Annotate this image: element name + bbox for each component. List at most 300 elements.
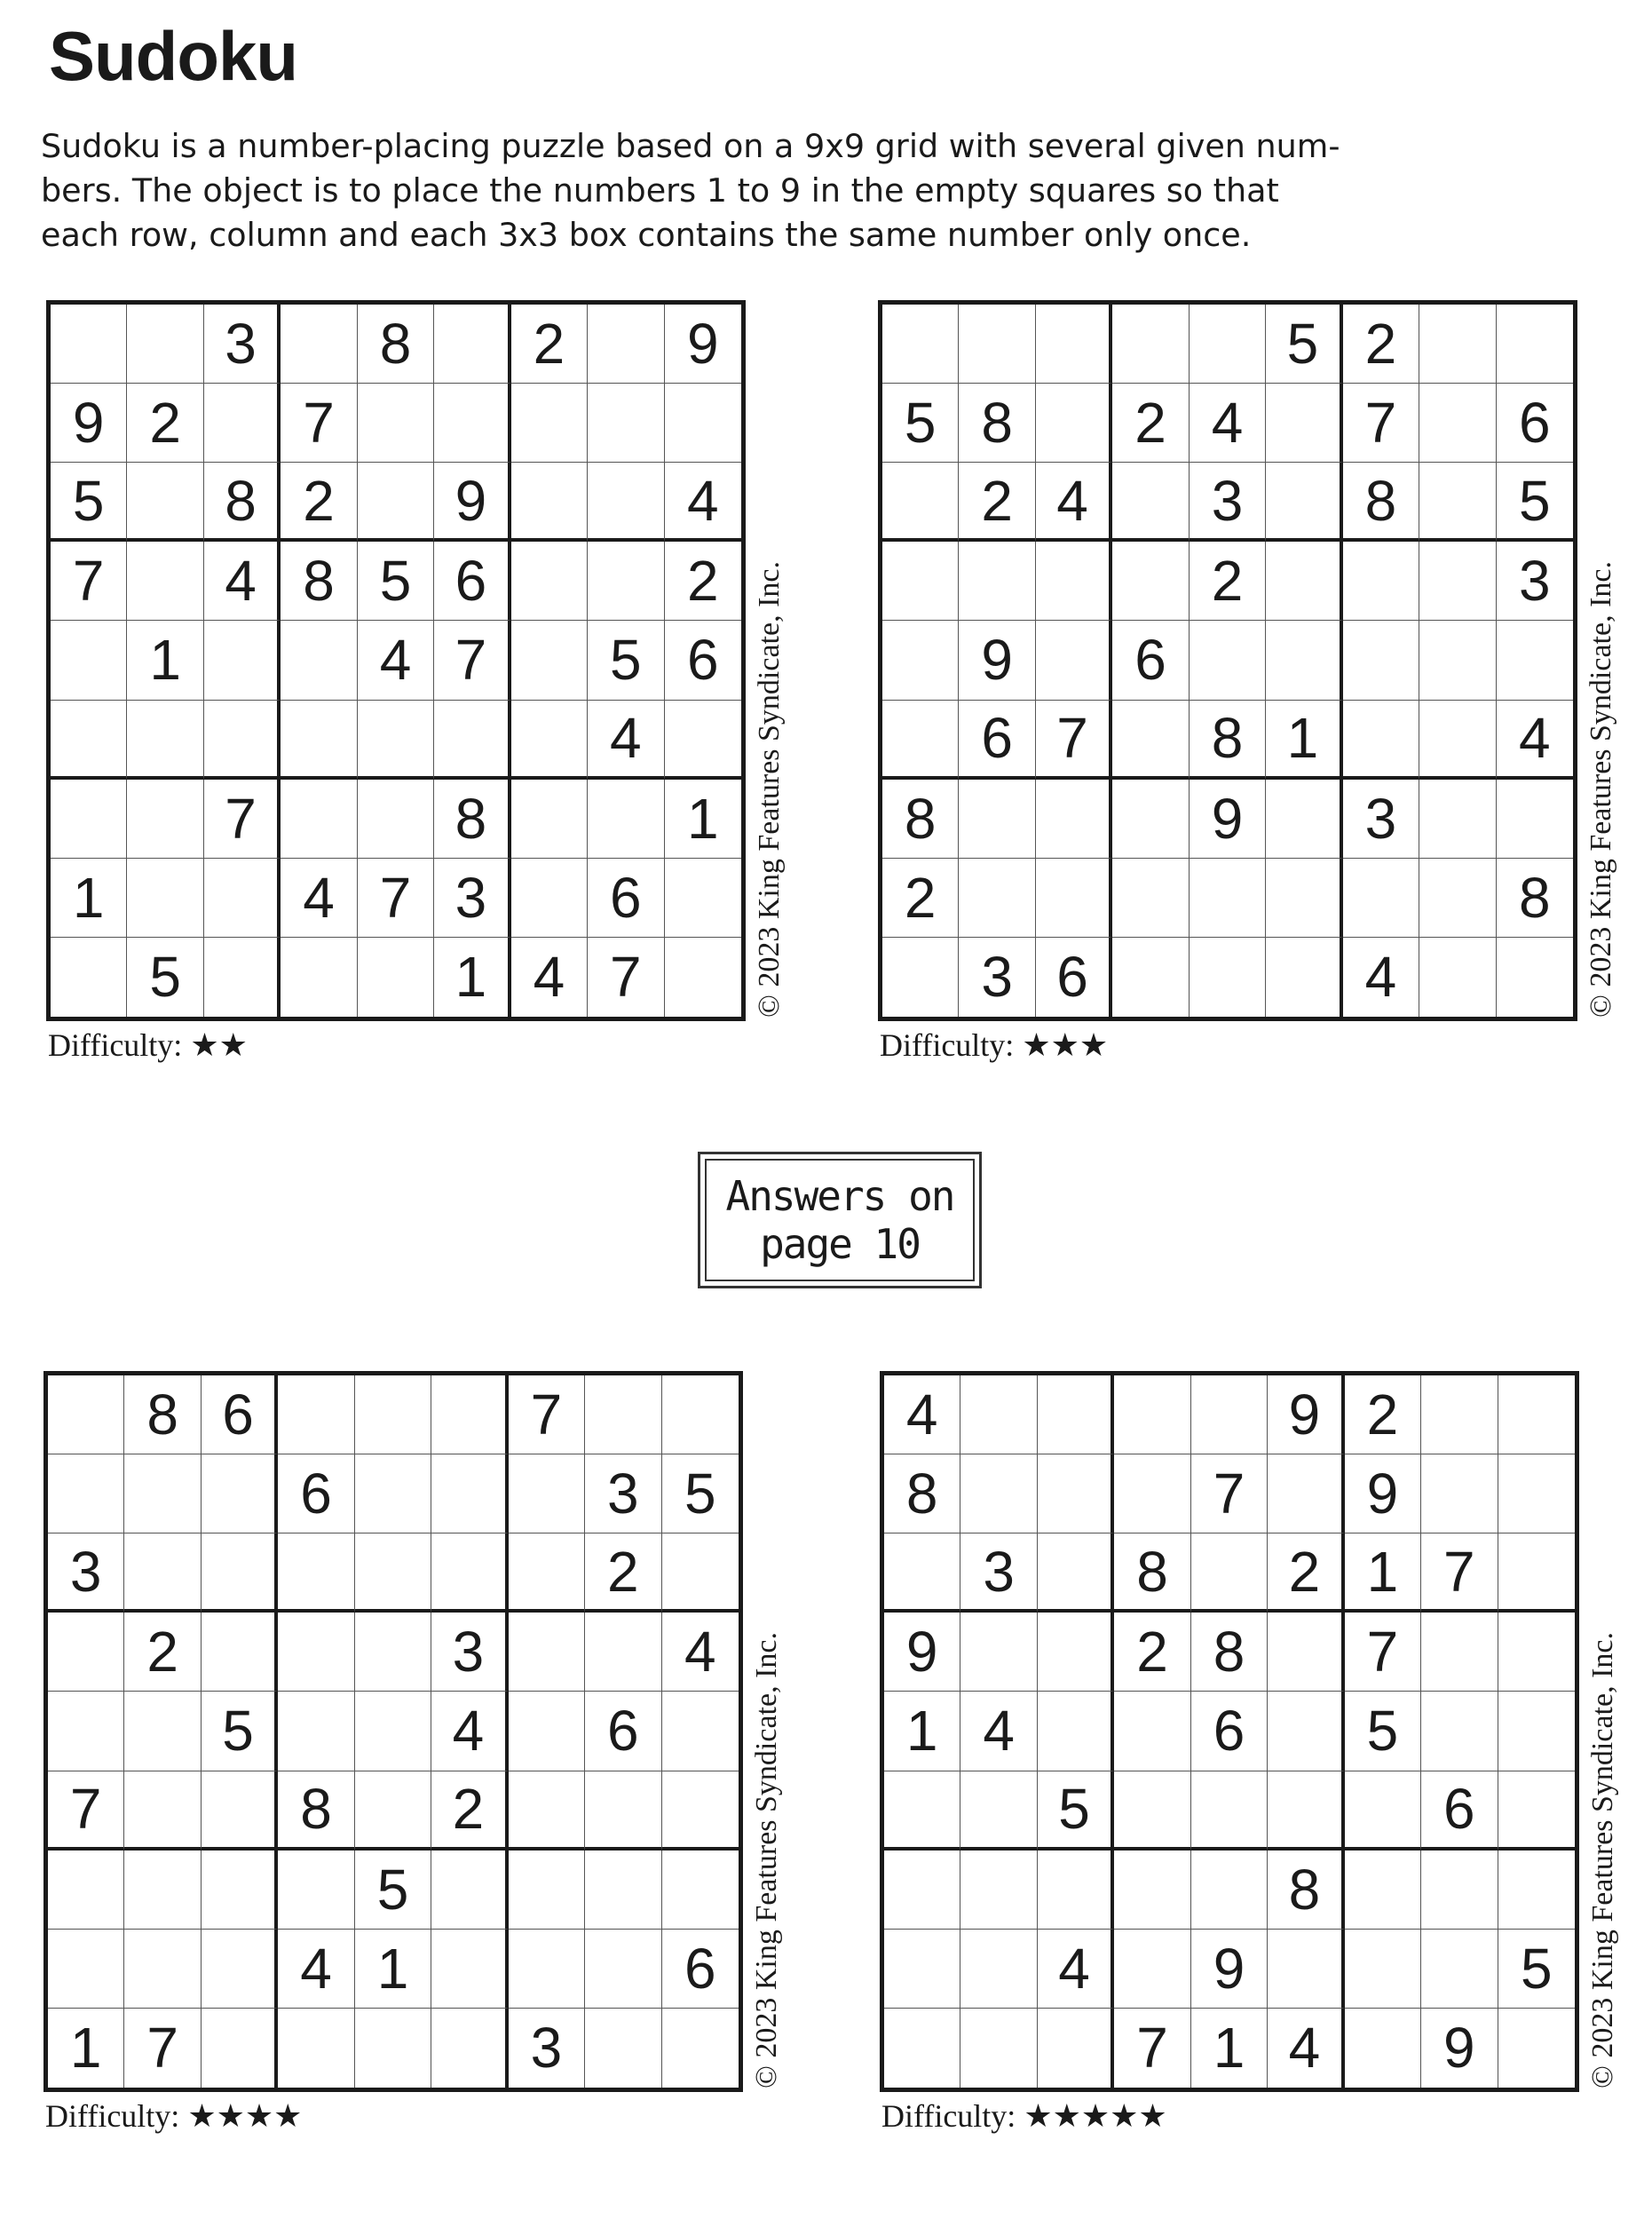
grid-cell bbox=[127, 859, 203, 938]
grid-cell: 9 bbox=[1191, 1930, 1268, 2009]
grid-cell: 2 bbox=[1114, 1613, 1190, 1692]
grid-cell bbox=[431, 1454, 508, 1533]
grid-cell bbox=[1345, 1930, 1421, 2009]
grid-cell bbox=[665, 938, 741, 1017]
sudoku-grid bbox=[878, 300, 1577, 1021]
grid-cell bbox=[884, 1771, 960, 1850]
grid-cell: 5 bbox=[127, 938, 203, 1017]
grid-cell bbox=[202, 1850, 278, 1930]
grid-cell: 7 bbox=[509, 1375, 585, 1454]
grid-cell: 8 bbox=[434, 780, 510, 859]
grid-cell bbox=[585, 1850, 661, 1930]
grid-cell bbox=[51, 701, 127, 780]
grid-cell: 4 bbox=[281, 859, 357, 938]
grid-cell: 3 bbox=[48, 1533, 124, 1613]
grid-cell: 2 bbox=[124, 1613, 201, 1692]
grid-cell bbox=[51, 621, 127, 700]
grid-cell: 1 bbox=[434, 938, 510, 1017]
grid-cell bbox=[1190, 859, 1266, 938]
grid-cell bbox=[355, 1375, 431, 1454]
grid-cell: 3 bbox=[960, 1533, 1037, 1613]
grid-cell bbox=[1036, 542, 1112, 621]
grid-cell: 4 bbox=[588, 701, 664, 780]
grid-cell bbox=[511, 384, 588, 463]
grid-cell: 9 bbox=[665, 305, 741, 384]
grid-cell bbox=[278, 1533, 354, 1613]
grid-cell bbox=[1266, 463, 1342, 542]
grid-cell bbox=[1345, 2009, 1421, 2088]
grid-cell: 5 bbox=[662, 1454, 739, 1533]
grid-cell bbox=[358, 701, 434, 780]
grid-cell: 4 bbox=[1038, 1930, 1114, 2009]
grid-cell bbox=[662, 2009, 739, 2088]
grid-cell bbox=[355, 1613, 431, 1692]
grid-cell: 4 bbox=[1036, 463, 1112, 542]
grid-cell: 9 bbox=[884, 1613, 960, 1692]
grid-cell bbox=[434, 701, 510, 780]
grid-cell: 8 bbox=[1497, 859, 1573, 938]
grid-cell: 4 bbox=[1497, 701, 1573, 780]
grid-cell bbox=[1421, 1850, 1498, 1930]
grid-cell bbox=[1419, 463, 1496, 542]
grid-cell: 8 bbox=[884, 1454, 960, 1533]
grid-cell: 7 bbox=[1036, 701, 1112, 780]
grid-cell bbox=[960, 1375, 1037, 1454]
grid-cell bbox=[124, 1692, 201, 1771]
grid-cell: 1 bbox=[665, 780, 741, 859]
grid-cell: 2 bbox=[431, 1771, 508, 1850]
grid-cell: 5 bbox=[1498, 1930, 1575, 2009]
grid-cell: 5 bbox=[202, 1692, 278, 1771]
grid-cell: 3 bbox=[585, 1454, 661, 1533]
grid-cell: 7 bbox=[204, 780, 281, 859]
grid-cell: 7 bbox=[434, 621, 510, 700]
grid-cell bbox=[204, 621, 281, 700]
grid-cell bbox=[588, 463, 664, 542]
grid-cell bbox=[1266, 859, 1342, 938]
grid-cell: 5 bbox=[355, 1850, 431, 1930]
grid-cell: 6 bbox=[1421, 1771, 1498, 1850]
grid-cell bbox=[585, 1613, 661, 1692]
grid-cell: 5 bbox=[588, 621, 664, 700]
grid-cell bbox=[1036, 621, 1112, 700]
grid-cell bbox=[278, 1375, 354, 1454]
grid-cell: 5 bbox=[882, 384, 959, 463]
grid-cell bbox=[431, 1850, 508, 1930]
grid-cell: 8 bbox=[959, 384, 1035, 463]
copyright-notice: © 2023 King Features Syndicate, Inc. bbox=[753, 560, 786, 1018]
grid-cell bbox=[127, 463, 203, 542]
grid-cell bbox=[202, 1454, 278, 1533]
grid-cell: 7 bbox=[1421, 1533, 1498, 1613]
grid-cell: 2 bbox=[1190, 542, 1266, 621]
copyright-notice: © 2023 King Features Syndicate, Inc. bbox=[750, 1631, 783, 2088]
grid-cell bbox=[1421, 1454, 1498, 1533]
grid-cell bbox=[1498, 1375, 1575, 1454]
grid-cell: 3 bbox=[204, 305, 281, 384]
grid-cell bbox=[509, 1613, 585, 1692]
grid-cell: 4 bbox=[1268, 2009, 1344, 2088]
grid-cell bbox=[431, 2009, 508, 2088]
grid-cell bbox=[48, 1930, 124, 2009]
grid-cell bbox=[511, 780, 588, 859]
grid-cell bbox=[1038, 1454, 1114, 1533]
grid-cell bbox=[959, 305, 1035, 384]
grid-cell bbox=[431, 1375, 508, 1454]
grid-cell bbox=[278, 1613, 354, 1692]
grid-cell bbox=[662, 1771, 739, 1850]
grid-cell: 7 bbox=[124, 2009, 201, 2088]
grid-cell: 5 bbox=[1266, 305, 1342, 384]
grid-cell: 9 bbox=[959, 621, 1035, 700]
grid-cell: 7 bbox=[1191, 1454, 1268, 1533]
grid-cell: 7 bbox=[1343, 384, 1419, 463]
grid-cell bbox=[662, 1375, 739, 1454]
grid-cell bbox=[884, 2009, 960, 2088]
grid-cell bbox=[278, 1692, 354, 1771]
grid-cell bbox=[959, 859, 1035, 938]
grid-cell bbox=[202, 1771, 278, 1850]
grid-cell bbox=[358, 463, 434, 542]
grid-cell bbox=[127, 701, 203, 780]
grid-cell: 1 bbox=[355, 1930, 431, 2009]
grid-cell: 8 bbox=[882, 780, 959, 859]
instructions-line: Sudoku is a number-placing puzzle based on a 9x9 grid with several given num- bbox=[41, 127, 1340, 165]
copyright-notice: © 2023 King Features Syndicate, Inc. bbox=[1586, 1631, 1619, 2088]
grid-cell bbox=[1036, 859, 1112, 938]
grid-cell bbox=[1038, 1850, 1114, 1930]
grid-cell: 2 bbox=[127, 384, 203, 463]
grid-cell: 8 bbox=[1190, 701, 1266, 780]
grid-cell bbox=[588, 384, 664, 463]
grid-cell bbox=[1038, 1375, 1114, 1454]
grid-cell bbox=[1191, 1850, 1268, 1930]
grid-cell bbox=[48, 1613, 124, 1692]
grid-cell bbox=[1114, 1692, 1190, 1771]
grid-cell: 1 bbox=[51, 859, 127, 938]
grid-cell: 3 bbox=[434, 859, 510, 938]
grid-cell bbox=[51, 938, 127, 1017]
grid-cell: 9 bbox=[1190, 780, 1266, 859]
grid-cell bbox=[204, 859, 281, 938]
grid-cell bbox=[588, 305, 664, 384]
grid-cell: 6 bbox=[1191, 1692, 1268, 1771]
grid-cell: 1 bbox=[1266, 701, 1342, 780]
grid-cell bbox=[511, 859, 588, 938]
grid-cell bbox=[1038, 1692, 1114, 1771]
sudoku-grid bbox=[43, 1371, 743, 2092]
grid-cell bbox=[355, 2009, 431, 2088]
grid-cell bbox=[1268, 1930, 1344, 2009]
grid-cell bbox=[662, 1692, 739, 1771]
grid-cell bbox=[959, 780, 1035, 859]
grid-cell bbox=[1498, 1692, 1575, 1771]
grid-cell: 1 bbox=[127, 621, 203, 700]
grid-cell: 6 bbox=[1497, 384, 1573, 463]
grid-cell bbox=[509, 1771, 585, 1850]
grid-cell bbox=[204, 938, 281, 1017]
grid-cell: 7 bbox=[1114, 2009, 1190, 2088]
grid-cell bbox=[1498, 1454, 1575, 1533]
grid-cell bbox=[959, 542, 1035, 621]
grid-cell bbox=[1266, 621, 1342, 700]
grid-cell: 8 bbox=[278, 1771, 354, 1850]
grid-cell bbox=[278, 2009, 354, 2088]
grid-cell: 3 bbox=[431, 1613, 508, 1692]
grid-cell: 2 bbox=[1343, 305, 1419, 384]
grid-cell bbox=[511, 542, 588, 621]
difficulty-rating: Difficulty: ★★ bbox=[48, 1027, 248, 1063]
grid-cell bbox=[355, 1692, 431, 1771]
grid-cell bbox=[662, 1533, 739, 1613]
grid-cell bbox=[1190, 938, 1266, 1017]
instructions-line: bers. The object is to place the numbers 1 to 9 in the empty squares so that bbox=[41, 171, 1279, 210]
grid-cell bbox=[1268, 1692, 1344, 1771]
grid-cell: 7 bbox=[1345, 1613, 1421, 1692]
grid-cell: 4 bbox=[278, 1930, 354, 2009]
grid-cell bbox=[1343, 701, 1419, 780]
grid-cell bbox=[1268, 1771, 1344, 1850]
grid-cell bbox=[882, 938, 959, 1017]
grid-cell bbox=[1343, 621, 1419, 700]
grid-cell bbox=[1421, 1375, 1498, 1454]
grid-cell bbox=[884, 1533, 960, 1613]
grid-cell bbox=[1038, 1533, 1114, 1613]
grid-cell bbox=[882, 305, 959, 384]
grid-cell bbox=[1419, 305, 1496, 384]
grid-cell: 8 bbox=[1268, 1850, 1344, 1930]
grid-cell: 2 bbox=[882, 859, 959, 938]
grid-cell bbox=[585, 1771, 661, 1850]
grid-cell bbox=[202, 1930, 278, 2009]
grid-cell bbox=[1419, 780, 1496, 859]
answers-note-line: Answers on bbox=[725, 1172, 954, 1220]
grid-cell: 2 bbox=[1345, 1375, 1421, 1454]
sudoku-grid bbox=[46, 300, 746, 1021]
grid-cell bbox=[1266, 780, 1342, 859]
grid-cell: 8 bbox=[1343, 463, 1419, 542]
grid-cell bbox=[1266, 384, 1342, 463]
grid-cell bbox=[1498, 1533, 1575, 1613]
grid-cell bbox=[1497, 938, 1573, 1017]
grid-cell bbox=[1114, 1454, 1190, 1533]
grid-cell: 4 bbox=[1343, 938, 1419, 1017]
grid-cell bbox=[281, 780, 357, 859]
grid-cell bbox=[1419, 938, 1496, 1017]
grid-cell bbox=[1268, 1454, 1344, 1533]
grid-cell bbox=[1419, 621, 1496, 700]
grid-cell bbox=[281, 938, 357, 1017]
grid-cell bbox=[511, 463, 588, 542]
grid-cell bbox=[1114, 1375, 1190, 1454]
grid-cell: 3 bbox=[1343, 780, 1419, 859]
grid-cell: 6 bbox=[585, 1692, 661, 1771]
grid-cell: 6 bbox=[1036, 938, 1112, 1017]
grid-cell: 9 bbox=[1421, 2009, 1498, 2088]
grid-cell bbox=[509, 1692, 585, 1771]
sudoku-grid bbox=[880, 1371, 1579, 2092]
grid-cell: 6 bbox=[278, 1454, 354, 1533]
grid-cell bbox=[509, 1454, 585, 1533]
grid-cell: 6 bbox=[1112, 621, 1189, 700]
grid-cell bbox=[511, 621, 588, 700]
grid-cell bbox=[358, 938, 434, 1017]
grid-cell: 5 bbox=[1038, 1771, 1114, 1850]
grid-cell bbox=[431, 1533, 508, 1613]
grid-cell: 2 bbox=[281, 463, 357, 542]
grid-cell bbox=[48, 1454, 124, 1533]
answers-note-inner bbox=[705, 1159, 975, 1281]
grid-cell: 6 bbox=[665, 621, 741, 700]
grid-cell bbox=[960, 1850, 1037, 1930]
grid-cell bbox=[1345, 1850, 1421, 1930]
grid-cell: 2 bbox=[1112, 384, 1189, 463]
grid-cell bbox=[1114, 1850, 1190, 1930]
grid-cell: 8 bbox=[124, 1375, 201, 1454]
grid-cell bbox=[1191, 1771, 1268, 1850]
grid-cell bbox=[281, 305, 357, 384]
grid-cell bbox=[1114, 1771, 1190, 1850]
grid-cell: 6 bbox=[434, 542, 510, 621]
grid-cell bbox=[281, 621, 357, 700]
grid-cell: 2 bbox=[959, 463, 1035, 542]
grid-cell bbox=[960, 1930, 1037, 2009]
grid-cell bbox=[1190, 305, 1266, 384]
grid-cell bbox=[355, 1771, 431, 1850]
grid-cell bbox=[511, 701, 588, 780]
grid-cell bbox=[1191, 1375, 1268, 1454]
grid-cell bbox=[51, 305, 127, 384]
grid-cell bbox=[1421, 1613, 1498, 1692]
grid-cell bbox=[588, 542, 664, 621]
grid-cell bbox=[127, 780, 203, 859]
grid-cell bbox=[1268, 1613, 1344, 1692]
grid-cell bbox=[1266, 542, 1342, 621]
grid-cell bbox=[1421, 1692, 1498, 1771]
instructions-line: each row, column and each 3x3 box contains the same number only once. bbox=[41, 216, 1252, 254]
answers-note-line: page 10 bbox=[760, 1220, 920, 1268]
grid-cell bbox=[585, 1930, 661, 2009]
grid-cell: 1 bbox=[48, 2009, 124, 2088]
grid-cell bbox=[1498, 1850, 1575, 1930]
grid-cell bbox=[662, 1850, 739, 1930]
grid-cell bbox=[1036, 780, 1112, 859]
grid-cell: 3 bbox=[1190, 463, 1266, 542]
grid-cell bbox=[1114, 1930, 1190, 2009]
grid-cell bbox=[202, 1613, 278, 1692]
grid-cell bbox=[665, 384, 741, 463]
grid-cell bbox=[124, 1850, 201, 1930]
grid-cell bbox=[1191, 1533, 1268, 1613]
grid-cell bbox=[124, 1930, 201, 2009]
grid-cell: 2 bbox=[665, 542, 741, 621]
grid-cell bbox=[202, 1533, 278, 1613]
grid-cell bbox=[124, 1454, 201, 1533]
grid-cell: 6 bbox=[662, 1930, 739, 2009]
grid-cell bbox=[202, 2009, 278, 2088]
grid-cell bbox=[960, 1613, 1037, 1692]
grid-cell bbox=[1419, 542, 1496, 621]
difficulty-rating: Difficulty: ★★★★★ bbox=[881, 2098, 1167, 2134]
grid-cell bbox=[1038, 1613, 1114, 1692]
page-title: Sudoku bbox=[49, 17, 297, 95]
grid-cell bbox=[960, 1771, 1037, 1850]
answers-note-box bbox=[698, 1152, 982, 1288]
grid-cell: 6 bbox=[202, 1375, 278, 1454]
grid-cell: 2 bbox=[585, 1533, 661, 1613]
grid-cell bbox=[1112, 859, 1189, 938]
grid-cell bbox=[1497, 780, 1573, 859]
grid-cell bbox=[882, 701, 959, 780]
grid-cell bbox=[509, 1930, 585, 2009]
grid-cell: 2 bbox=[511, 305, 588, 384]
grid-cell bbox=[1112, 305, 1189, 384]
grid-cell: 3 bbox=[959, 938, 1035, 1017]
grid-cell bbox=[48, 1692, 124, 1771]
grid-cell bbox=[1419, 384, 1496, 463]
grid-cell: 4 bbox=[431, 1692, 508, 1771]
difficulty-rating: Difficulty: ★★★★ bbox=[45, 2098, 303, 2134]
grid-cell bbox=[127, 542, 203, 621]
grid-cell: 9 bbox=[434, 463, 510, 542]
grid-cell bbox=[204, 701, 281, 780]
grid-cell bbox=[48, 1850, 124, 1930]
grid-cell: 6 bbox=[959, 701, 1035, 780]
grid-cell bbox=[1419, 701, 1496, 780]
grid-cell: 9 bbox=[1268, 1375, 1344, 1454]
grid-cell bbox=[278, 1850, 354, 1930]
grid-cell bbox=[882, 542, 959, 621]
grid-cell bbox=[204, 384, 281, 463]
grid-cell bbox=[665, 859, 741, 938]
grid-cell bbox=[1038, 2009, 1114, 2088]
grid-cell bbox=[509, 1533, 585, 1613]
grid-cell bbox=[1497, 305, 1573, 384]
grid-cell bbox=[1498, 2009, 1575, 2088]
grid-cell: 8 bbox=[281, 542, 357, 621]
grid-cell: 8 bbox=[358, 305, 434, 384]
grid-cell bbox=[1421, 1930, 1498, 2009]
grid-cell bbox=[1112, 780, 1189, 859]
grid-cell bbox=[1498, 1613, 1575, 1692]
grid-cell bbox=[884, 1850, 960, 1930]
grid-cell bbox=[124, 1771, 201, 1850]
grid-cell bbox=[665, 701, 741, 780]
grid-cell bbox=[358, 780, 434, 859]
grid-cell bbox=[1345, 1771, 1421, 1850]
grid-cell bbox=[431, 1930, 508, 2009]
grid-cell bbox=[1112, 938, 1189, 1017]
grid-cell: 7 bbox=[281, 384, 357, 463]
grid-cell: 9 bbox=[1345, 1454, 1421, 1533]
grid-cell bbox=[884, 1930, 960, 2009]
grid-cell: 5 bbox=[51, 463, 127, 542]
grid-cell bbox=[1190, 621, 1266, 700]
grid-cell: 8 bbox=[204, 463, 281, 542]
grid-cell bbox=[355, 1533, 431, 1613]
grid-cell: 8 bbox=[1191, 1613, 1268, 1692]
grid-cell bbox=[51, 780, 127, 859]
grid-cell bbox=[960, 1454, 1037, 1533]
grid-cell bbox=[1266, 938, 1342, 1017]
grid-cell bbox=[127, 305, 203, 384]
grid-cell: 1 bbox=[884, 1692, 960, 1771]
grid-cell bbox=[585, 2009, 661, 2088]
grid-cell bbox=[124, 1533, 201, 1613]
grid-cell bbox=[48, 1375, 124, 1454]
grid-cell bbox=[882, 621, 959, 700]
grid-cell: 4 bbox=[511, 938, 588, 1017]
